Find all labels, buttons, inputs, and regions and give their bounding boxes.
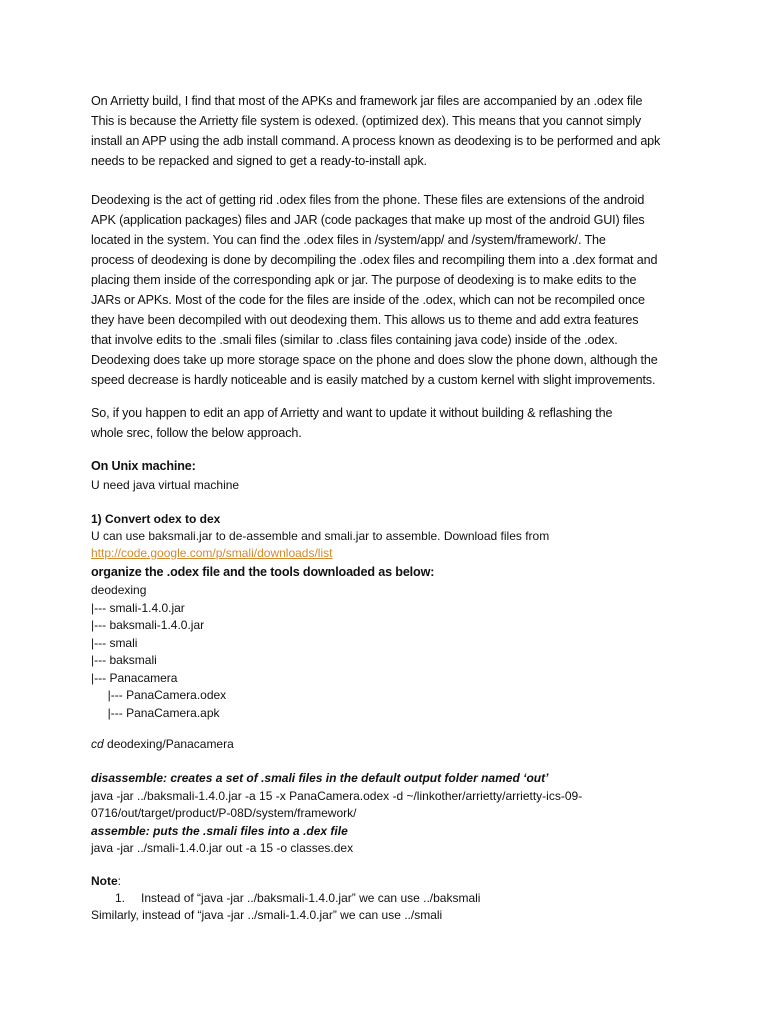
note-similarly: Similarly, instead of “java -jar ../smali-1.4.0.jar” we can use ../smali <box>91 908 443 922</box>
text-line: located in the system. You can find the .odex files in /system/app/ and /system/framework/. The <box>91 233 606 247</box>
assemble-command: java -jar ../smali-1.4.0.jar out -a 15 -o classes.dex <box>91 841 354 855</box>
text-line: placing them inside of the corresponding apk or jar. The purpose of deodexing is to make edits to the <box>91 273 637 287</box>
step1-heading: 1) Convert odex to dex <box>91 512 221 526</box>
organize-heading: organize the .odex file and the tools downloaded as below: <box>91 565 435 579</box>
tree-item: |--- baksmali <box>91 653 157 667</box>
cd-path: deodexing/Panacamera <box>103 737 234 751</box>
intro-paragraph <box>91 91 691 171</box>
assemble-label: assemble: puts the .smali files into a .dex file <box>91 823 348 838</box>
text-line: This is because the Arrietty file system is odexed. (optimized dex). This means that you cannot simply <box>91 114 642 128</box>
unix-heading: On Unix machine: <box>91 459 196 473</box>
tree-item: |--- Panacamera <box>91 670 178 685</box>
tree-item: deodexing <box>91 583 147 597</box>
text-line: needs to be repacked and signed to get a ready-to-install apk. <box>91 154 427 168</box>
note-heading <box>91 873 691 891</box>
disassemble-label: disassemble: creates a set of .smali files in the default output folder named ‘out’ <box>91 771 549 785</box>
deodexing-paragraph <box>91 190 691 390</box>
disassemble-command-cont: 0716/out/target/product/P-08D/system/framework/ <box>91 806 357 820</box>
note-label: Note <box>91 874 118 888</box>
tree-item: |--- PanaCamera.odex <box>91 688 227 702</box>
list-number: 1. <box>115 891 126 905</box>
text-line: they have been decompiled with out deodexing them. This allows us to theme and add extra features <box>91 313 639 327</box>
cd-keyword: cd <box>91 737 104 751</box>
approach-paragraph <box>91 403 691 443</box>
list-text: Instead of “java -jar ../baksmali-1.4.0.jar” we can use ../baksmali <box>141 891 481 905</box>
text-line: So, if you happen to edit an app of Arrietty and want to update it without building & reflashing the <box>91 406 613 420</box>
note-colon: : <box>117 874 122 888</box>
tree-item: |--- baksmali-1.4.0.jar <box>91 618 205 632</box>
commands-block <box>91 770 691 858</box>
tree-item: |--- smali <box>91 635 138 650</box>
tree-item: |--- smali-1.4.0.jar <box>91 600 185 615</box>
text-line: Deodexing is the act of getting rid .odex files from the phone. These files are extensions of the android <box>91 193 645 207</box>
text-line: install an APP using the adb install command. A process known as deodexing is to be performed and apk <box>91 134 661 148</box>
folder-tree <box>91 582 691 722</box>
text-line: whole srec, follow the below approach. <box>91 426 302 440</box>
step1-text: U can use baksmali.jar to de-assemble and smali.jar to assemble. Download files from <box>91 529 550 543</box>
smali-download-link[interactable]: http://code.google.com/p/smali/downloads/list <box>91 546 333 560</box>
tree-item: |--- PanaCamera.apk <box>91 705 220 720</box>
unix-requirement: U need java virtual machine <box>91 478 240 492</box>
disassemble-command: java -jar ../baksmali-1.4.0.jar -a 15 -x PanaCamera.odex -d ~/linkother/arrietty/arrietty-ics-09- <box>91 788 583 803</box>
text-line: that involve edits to the .smali files (similar to .class files containing java code) inside of the .odex. <box>91 333 618 347</box>
cd-command <box>91 736 691 754</box>
text-line: speed decrease is hardly noticeable and is easily matched by a custom kernel with slight improvements. <box>91 373 656 387</box>
text-line: JARs or APKs. Most of the code for the files are inside of the .odex, which can not be recompiled once <box>91 293 645 307</box>
text-line: On Arrietty build, I find that most of the APKs and framework jar files are accompanied by an .odex file <box>91 94 643 108</box>
text-line: process of deodexing is done by decompiling the .odex files and recompiling them into a .dex format and <box>91 253 658 267</box>
text-line: Deodexing does take up more storage space on the phone and does slow the phone down, although the <box>91 353 658 367</box>
note-list-item <box>91 890 691 908</box>
text-line: APK (application packages) files and JAR (code packages that make up most of the android GUI) files <box>91 213 645 227</box>
